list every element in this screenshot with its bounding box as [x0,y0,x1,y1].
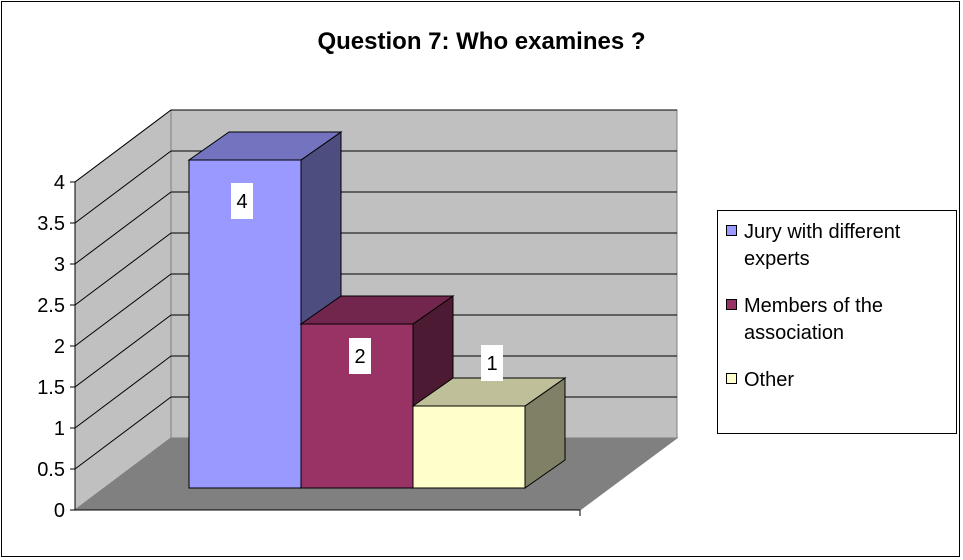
y-tick-label: 1 [53,418,65,440]
y-tick-label: 3.5 [37,213,65,235]
legend-label-other: Other [744,369,795,391]
y-tick-label: 0 [53,500,65,522]
y-tick-label: 2.5 [37,295,65,317]
chart-title: Question 7: Who examines ? [317,28,646,55]
y-tick-label: 3 [53,254,65,276]
legend-swatch-jury [726,225,737,236]
legend-swatch-members [726,299,737,310]
data-label: 2 [354,346,366,368]
legend [717,210,957,434]
y-tick-label: 1.5 [37,377,65,399]
legend-label-members: Members of the association [744,295,883,344]
data-label: 1 [486,353,498,375]
y-tick-label: 0.5 [37,459,65,481]
legend-swatch-other [726,373,737,384]
y-tick-label: 4 [53,172,65,194]
data-label: 4 [236,191,248,213]
y-tick-label: 2 [53,336,65,358]
bar [413,406,525,488]
legend-label-jury: Jury with different experts [744,221,901,270]
